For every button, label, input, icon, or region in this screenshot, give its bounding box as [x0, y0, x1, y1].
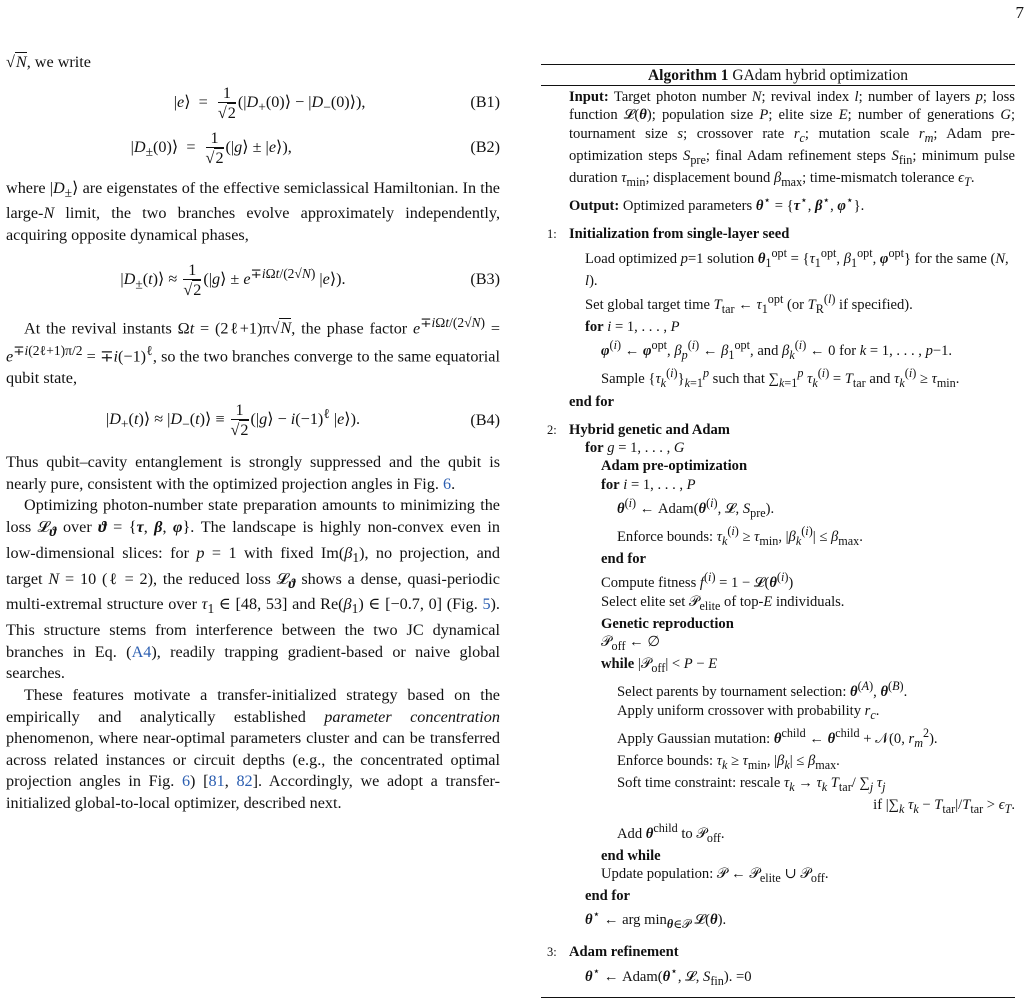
- step-number: 1:: [547, 227, 557, 242]
- algorithm-body: [541, 88, 1015, 990]
- equation-b3: $|D_\pm(t)⟩$ ≈ $\frac{1}{√2}$ (|g⟩ ± $e^{\mp i\Omega t/(2√N)}$ |e⟩). (B3): [120, 260, 500, 299]
- equation-b2: $|D_\pm(0)⟩$ = $\frac{1}{√2}$ (|g⟩ ± |e⟩), (B2): [130, 128, 500, 167]
- equation-number: (B2): [470, 138, 500, 157]
- algorithm-title: Algorithm 1 GAdam hybrid optimization: [541, 65, 1015, 86]
- paragraph: Thus qubit–cavity entanglement is strongly suppressed and the qubit is nearly pure, consistent with the optimized projection angles in Fig. 6.: [6, 453, 500, 493]
- equation-number: (B3): [470, 270, 500, 289]
- equation-b4: $|D_+(t)⟩$ ≈ $|D_-(t)⟩$ ≡ $\frac{1}{√2}$ (|g⟩ − $i(-1)^\ell$ |e⟩). (B4): [105, 401, 500, 440]
- step-number: 2:: [547, 422, 557, 437]
- paragraph: At the revival instants Ωt = (2ℓ+1)π√N, the phase factor $e^{\mp i\Omega t/(2√N)} = e^{\mp i(2\ell+1)\pi/2} = \mp i(-1)^\ell$, so the two branches converge to the same equatorial qubit state,: [6, 314, 500, 387]
- page-number: 7: [1015, 3, 1024, 22]
- equation-b1: |e⟩ = $\frac{1}{√2}$ ($|D_+(0)⟩$ − $|D_-(0)⟩$), (B1): [173, 83, 500, 122]
- algorithm-step-2: 2: Hybrid genetic and Adam for g = 1, . . . , G Adam pre-optimization for i = 1, . . . , P $\theta^{(i)}$ ← $Adam(\theta^{(i)}$, 𝓛, $S_{pre}$). Enforce bounds: $\tau_k^{(i)} \ge \tau_{min}$, $|\beta_k^{(i)}| \le \beta_{max}$. end for Compute fitness $f^{(i)} = 1$ − $𝓛(\theta^{(i)})$ Select elite set 𝒫$_{elite}$ of top-E individuals. Genetic reproduction 𝒫$_{off}$ ← ∅ while |𝒫$_{off}$| < P − E Select parents by tournament selection: $\theta^{(A)}$, $\theta^{(B)}$. Apply uniform crossover with probability $r_c$. Apply Gaussian mutation: $\theta^{child}$ ← $\theta^{child}$ + 𝒩(0, $r_m^2$). Enforce bounds: $\tau_k \ge \tau_{min}$, $|\beta_k| \le \beta_{max}$. Soft time constraint: rescale $\tau_k \to \tau_k$ $T_{tar}/$ $\sum_j$ $\tau_j$ if $|\sum_k$ $\tau_k - T_{tar}|/T_{tar} > \epsilon_T$. Add $\theta^{child}$ to 𝒫$_{off}$. end while Update population: 𝒫 ← 𝒫$_{elite}$ ∪ 𝒫$_{off}$. end for θ⋆ ← arg $\min_{\theta\in 𝒫}$ 𝓛(θ).: [547, 421, 1015, 932]
- equation-number: (B4): [470, 410, 500, 429]
- intro-line: √N, we write: [6, 53, 91, 71]
- step-number: 3:: [547, 945, 557, 960]
- paragraph: These features motivate a transfer-initialized strategy based on the empirically and analytically established parameter concentration phenomenon, where near-optimal parameters cluster and can be transferred across related instances or circuit depths (e.g., the concentrated optimal projection angles in Fig. 6) [81, 82]. Accordingly, we adopt a transfer-initialized global-to-local optimizer, described next.: [6, 686, 501, 813]
- algorithm-input: Input: Target photon number N; revival index l; number of layers p; loss function 𝓛(θ); population size P; elite size E; number of generations G; tournament size s; crossover rate $r_c$; mutation scale $r_m$; Adam pre-optimization steps $S_{pre}$; final Adam refinement steps $S_{fin}$; minimum pulse duration $\tau_{min}$; displacement bound $\beta_{max}$; time-mismatch tolerance $\epsilon_T$.: [569, 89, 1015, 189]
- paragraph: where $|D_\pm⟩$ are eigenstates of the effective semiclassical Hamiltonian. In the large-N limit, the two branches evolve approximately independently, acquiring opposite dynamical phases,: [6, 178, 500, 245]
- algorithm-box: [541, 64, 1015, 998]
- algorithm-output: Output: Optimized parameters θ⋆ = {τ⋆, β⋆, φ⋆}.: [569, 193, 865, 215]
- algorithm-step-1: 1: Initialization from single-layer seed Load optimized p=1 solution $\theta_1^{opt} = \{\tau_1^{opt}$, $\beta_1^{opt}$, $\varphi^{opt}$} for the same (N, l). Set global target time $T_{tar}$ ← $\tau_1^{opt}$ (or $T_R^{(l)}$ if specified). for i = 1, . . . , P $\varphi^{(i)}$ ← $\varphi^{opt}$, $\beta_p^{(i)}$ ← $\beta_1^{opt}$, and $\beta_k^{(i)}$ ← 0 for k = 1, . . . , p−1. Sample $\{\tau_k^{(i)}\}_{k=1}^p$ such that $\sum_{k=1}^p$ $\tau_k^{(i)} = T_{tar}$ and $\tau_k^{(i)} \ge \tau_{min}$. end for: [547, 226, 1009, 410]
- left-column: [6, 52, 500, 815]
- equation-number: (B1): [470, 93, 500, 112]
- algorithm-step-3: 3: Adam refinement θ⋆ ← Adam(θ⋆, 𝓛, $S_{fin}$). =0: [547, 944, 752, 988]
- paragraph: Optimizing photon-number state preparation amounts to minimizing the loss 𝓛$_ϑ$ over ϑ = {τ, β, φ}. The landscape is highly non-convex even in low-dimensional slices: for p = 1 with fixed $Im(\beta_1)$, no projection, and target N = 10 (ℓ = 2), the reduced loss 𝓛$_ϑ$ shows a dense, quasi-periodic multi-extremal structure over $\tau_1$ ∈ [48, 53] and $Re(\beta_1)$ ∈ [−0.7, 0] (Fig. 5). This structure stems from interference between the two JC dynamical branches in Eq. (A4), readily trapping gradient-based or naive global searches.: [6, 496, 501, 683]
